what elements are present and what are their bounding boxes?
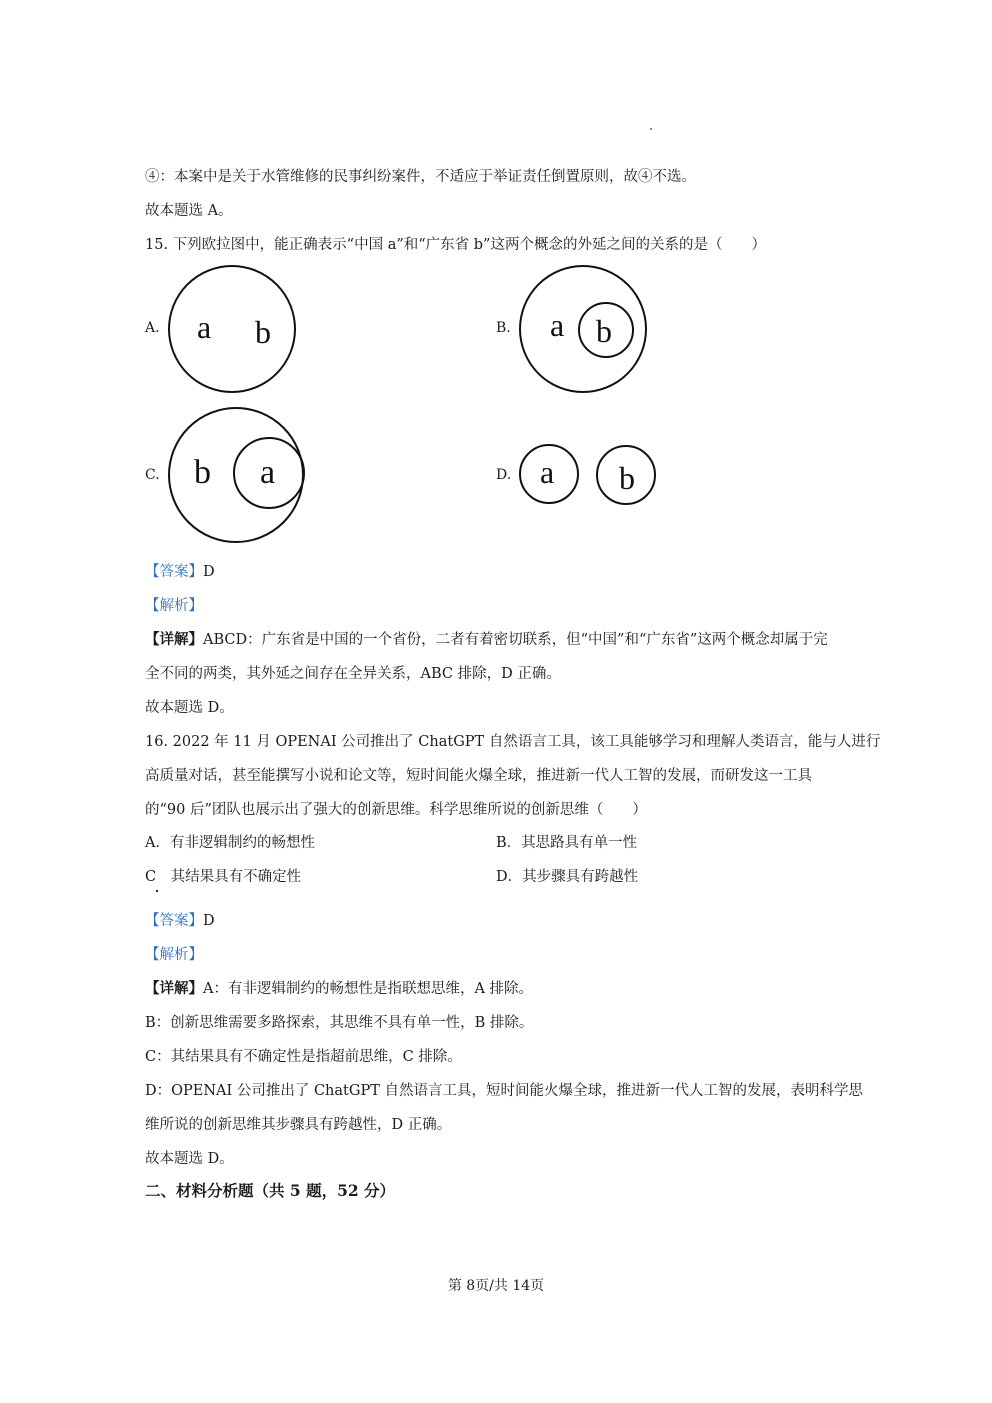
detail-label: 【详解】 <box>145 980 203 997</box>
answer-label: 【答案】 <box>145 913 203 929</box>
q16-analysis-label: 【解析】 <box>145 947 203 963</box>
detail-label: 【详解】 <box>145 631 203 648</box>
q16-stem-line3: 的“90 后”团队也展示出了强大的创新思维。科学思维所说的创新思维（ ） <box>145 802 647 818</box>
q16-option-b: B．其思路具有单一性 <box>496 835 638 851</box>
q16-stem-line2: 高质量对话，甚至能撰写小说和论文等，短时间能火爆全球，推进新一代人工智的发展，而研发这一工具 <box>145 768 812 784</box>
stray-dot <box>650 128 652 130</box>
prev-item4: ④：本案中是关于水管维修的民事纠纷案件，不适应于举证责任倒置原则，故④不选。 <box>145 169 696 185</box>
label-inner: a <box>260 454 276 491</box>
answer-value: D <box>203 564 215 580</box>
q15-conclusion: 故本题选 D。 <box>145 700 234 716</box>
q15-detail-line1 <box>145 630 828 650</box>
section2-heading: 二、材料分析题（共 5 题，52 分） <box>145 1181 396 1200</box>
q16-detail-a <box>145 979 533 999</box>
q15-option-c-diagram <box>167 406 307 546</box>
q15-option-d-diagram <box>518 443 658 507</box>
label-right: b <box>619 460 635 496</box>
stray-mark <box>156 890 158 892</box>
q16-conclusion: 故本题选 D。 <box>145 1151 234 1167</box>
circle-outer <box>169 408 303 542</box>
detail-text: A：有非逻辑制约的畅想性是指联想思维，A 排除。 <box>203 981 534 997</box>
label-inner: b <box>255 314 271 350</box>
q15-option-d-label: D. <box>496 467 512 483</box>
answer-value: D <box>203 913 215 929</box>
q15-option-b-label: B. <box>496 320 511 336</box>
label-outer: a <box>197 309 212 345</box>
q15-analysis-label: 【解析】 <box>145 598 203 614</box>
q15-stem: 15. 下列欧拉图中，能正确表示“中国 a”和“广东省 b”这两个概念的外延之间的关系的是（ ） <box>145 237 766 253</box>
detail-text: ABCD：广东省是中国的一个省份，二者有着密切联系，但“中国”和“广东省”这两个概念却属于完 <box>203 632 828 648</box>
q15-option-a-label: A. <box>145 320 160 336</box>
q16-option-c: C 其结果具有不确定性 <box>145 869 302 885</box>
q15-option-a-diagram <box>165 264 300 394</box>
q15-answer <box>145 562 215 582</box>
label-outer: a <box>550 307 565 343</box>
q16-answer <box>145 911 215 931</box>
q16-option-a: A．有非逻辑制约的畅想性 <box>145 835 315 851</box>
q15-detail-line2: 全不同的两类，其外延之间存在全异关系，ABC 排除，D 正确。 <box>145 666 561 682</box>
prev-conclusion: 故本题选 A。 <box>145 203 233 219</box>
q16-detail-d2: 维所说的创新思维其步骤具有跨越性，D 正确。 <box>145 1117 452 1133</box>
circle-outer <box>520 266 646 392</box>
q16-stem-line1: 16. 2022 年 11 月 OPENAI 公司推出了 ChatGPT 自然语言工具，该工具能够学习和理解人类语言，能与人进行 <box>145 734 881 750</box>
answer-label: 【答案】 <box>145 564 203 580</box>
q15-option-c-label: C. <box>145 467 160 483</box>
label-outer: b <box>194 454 211 491</box>
q16-option-d: D．其步骤具有跨越性 <box>496 869 639 885</box>
q15-option-b-diagram <box>518 264 650 394</box>
label-left: a <box>540 454 555 490</box>
q16-detail-d1: D：OPENAI 公司推出了 ChatGPT 自然语言工具，短时间能火爆全球，推进新一代人工智的发展，表明科学思 <box>145 1083 863 1099</box>
circle-outer <box>169 266 295 392</box>
q16-detail-b: B：创新思维需要多路探索，其思维不具有单一性，B 排除。 <box>145 1015 534 1031</box>
q16-detail-c: C：其结果具有不确定性是指超前思维，C 排除。 <box>145 1049 462 1065</box>
label-inner: b <box>596 313 612 349</box>
page-footer: 第 8页/共 14页 <box>447 1278 545 1294</box>
